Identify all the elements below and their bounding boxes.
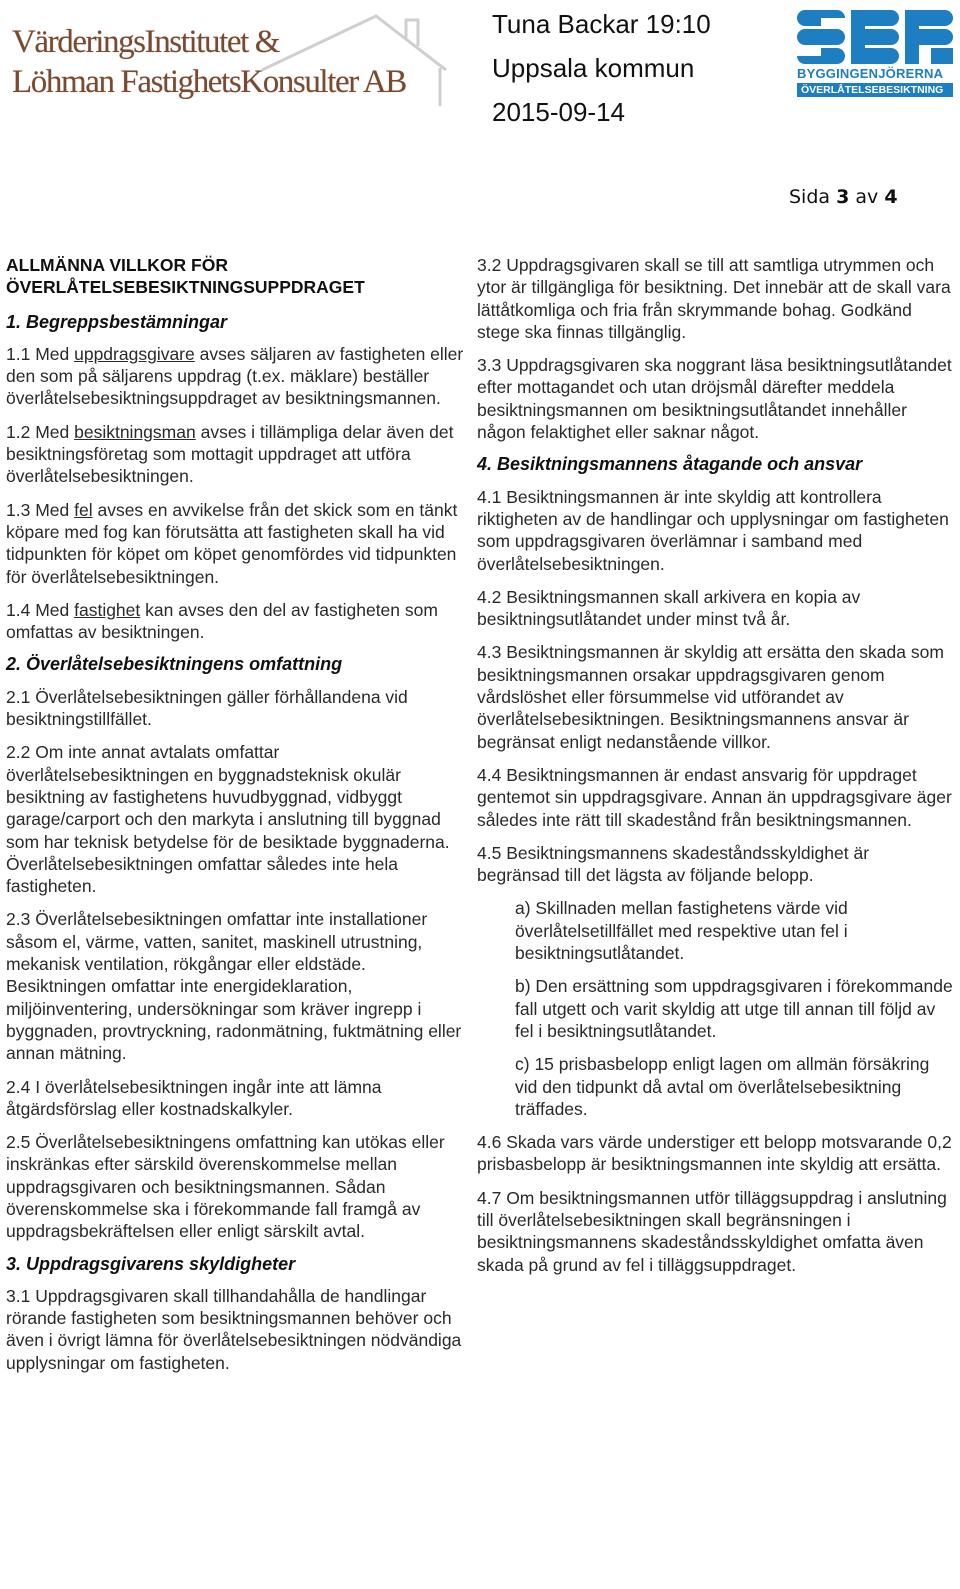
section-1-heading: 1. Begreppsbestämningar bbox=[6, 311, 228, 332]
clause-text: avses en avvikelse från det skick som en tänkt köpare med fog kan förutsätta att fastigheten skall ha vid tidpunkten för köpet om köpet genomfördes vid tidpunkten för överlåtelsebesiktningen. bbox=[6, 499, 458, 587]
page-current: 3 bbox=[836, 186, 850, 208]
terms-title-line2: ÖVERLÅTELSEBESIKTNINGSUPPDRAGET bbox=[6, 277, 365, 298]
clause-3-3: 3.3 Uppdragsgivaren ska noggrant läsa besiktningsutlåtandet efter mottagandet och utan dröjsmål därefter meddela besiktningsmannen om besiktningsutlåtandet innehåller någon felaktighet eller saknar något. bbox=[477, 355, 952, 443]
clause-4-7: 4.7 Om besiktningsmannen utför tilläggsuppdrag i anslutning till överlåtelsebesiktningen skall begränsningen i besiktningsmannens skadeståndsskyldighet omfatta även skada på grund av fel i tilläggsuppdraget. bbox=[477, 1187, 947, 1275]
header-meta bbox=[492, 6, 711, 138]
clause-text: 1.2 Med bbox=[6, 421, 75, 442]
clause-1-1 bbox=[6, 343, 466, 410]
terms-title-line1: ALLMÄNNA VILLKOR FÖR bbox=[6, 255, 228, 275]
section-2-heading: 2. Överlåtelsebesiktningens omfattning bbox=[6, 654, 343, 675]
clause-4-4: 4.4 Besiktningsmannen är endast ansvarig för uppdraget gentemot sin uppdragsgivare. Annan än uppdragsgivare äger således inte rätt till skadestånd från besiktningsmannen. bbox=[477, 764, 952, 830]
sbr-logo-icon bbox=[797, 10, 953, 64]
defined-term: besiktningsman bbox=[74, 421, 196, 442]
clause-text: kan avses den del av fastigheten som omfattas av besiktningen. bbox=[6, 599, 438, 643]
page-number bbox=[789, 186, 898, 208]
document-date: 2015-09-14 bbox=[492, 97, 625, 127]
clause-2-2: 2.2 Om inte annat avtalats omfattar överlåtelsebesiktningen en byggnadsteknisk okulär besiktning av fastighetens huvudbyggnad, vidbyggt garage/carport och den markyta i anslutning till byggnad som har teknisk betydelse för de besiktade byggnaderna. Överlåtelsebesiktningen omfattar således inte hela fastigheten. bbox=[6, 742, 450, 897]
clause-4-5-b: b) Den ersättning som uppdragsgivaren i förekommande fall utgett och varit skyldig att utge till annan till följd av fel i besiktningsutlåtandet. bbox=[515, 976, 953, 1041]
section-4-heading: 4. Besiktningsmannens åtagande och ansvar bbox=[477, 454, 863, 475]
clause-4-6: 4.6 Skada vars värde understiger ett belopp motsvarande 0,2 prisbasbelopp är besiktningsmannen inte skyldig att ersätta. bbox=[477, 1132, 952, 1175]
clause-2-1: 2.1 Överlåtelsebesiktningen gäller förhållandena vid besiktningstillfället. bbox=[6, 686, 408, 730]
defined-term: uppdragsgivare bbox=[74, 343, 195, 364]
company-logo bbox=[6, 10, 454, 110]
right-column bbox=[477, 254, 953, 1287]
clause-4-5-a: a) Skillnaden mellan fastighetens värde vid överlåtelsetillfället med respektive utan fel i besiktningsutlåtandet. bbox=[515, 898, 848, 964]
left-column bbox=[6, 254, 466, 1385]
company-name-line2: Löhman FastighetsKonsulter AB bbox=[12, 64, 406, 100]
section-3-heading: 3. Uppdragsgivarens skyldigheter bbox=[6, 1253, 296, 1274]
clause-4-3: 4.3 Besiktningsmannen är skyldig att ersätta den skada som besiktningsmannen orsakar uppdragsgivaren genom vårdslöshet eller försummelse vid utförandet av överlåtelsebesiktningen. Besiktningsmannens ansvar är begränsat enligt nedanstående villkor. bbox=[477, 642, 944, 752]
clause-text: avses i tillämpliga delar även det besiktningsföretag som mottagit uppdraget att utföra överlåtelsebesiktningen. bbox=[6, 421, 454, 487]
sbr-logo bbox=[797, 10, 957, 96]
clause-2-3: 2.3 Överlåtelsebesiktningen omfattar inte installationer såsom el, värme, vatten, sanitet, maskinell utrustning, mekanisk ventilation, rökgångar eller eldstäde. Besiktningen omfattar inte energideklaration, miljöinventering, undersökningar som kräver ingrepp i byggnaden, provtryckning, radonmätning, fuktmätning eller annan mätning. bbox=[6, 909, 462, 1064]
sbr-line2: ÖVERLÅTELSEBESIKTNING bbox=[797, 83, 953, 97]
clause-4-2: 4.2 Besiktningsmannen skall arkivera en kopia av besiktningsutlåtandet under minst två år. bbox=[477, 586, 861, 630]
clause-2-4: 2.4 I överlåtelsebesiktningen ingår inte att lämna åtgärdsförslag eller kostnadskalkyler. bbox=[6, 1076, 382, 1119]
clause-1-3 bbox=[6, 499, 466, 588]
page-label: Sida bbox=[789, 186, 831, 208]
clause-3-1: 3.1 Uppdragsgivaren skall tillhandahålla de handlingar rörande fastigheten som besiktningsmannen behöver och även i övrigt lämna för överlåtelsebesiktningen nödvändiga upplysningar om fastigheten. bbox=[6, 1285, 462, 1373]
clause-1-2 bbox=[6, 421, 466, 488]
defined-term: fel bbox=[74, 499, 93, 520]
clause-4-5-c: c) 15 prisbasbelopp enligt lagen om allmän försäkring vid den tidpunkt då avtal om överlåtelsebesiktning träffades. bbox=[515, 1054, 930, 1119]
clause-text: 1.3 Med bbox=[6, 499, 75, 520]
clause-text: avses säljaren av fastigheten eller den som på säljarens uppdrag (t.ex. mäklare) beställer överlåtelsebesiktningsuppdraget av besiktningsmannen. bbox=[6, 343, 464, 409]
page-total: 4 bbox=[884, 186, 898, 208]
page-of: av bbox=[855, 186, 879, 208]
clause-3-2: 3.2 Uppdragsgivaren skall se till att samtliga utrymmen och ytor är tillgängliga för besiktning. Det innebär att de skall vara lättåtkomliga och fria från skrymmande bohag. Godkänd stege ska finnas tillgänglig. bbox=[477, 255, 951, 342]
municipality: Uppsala kommun bbox=[492, 53, 695, 83]
clause-2-5: 2.5 Överlåtelsebesiktningens omfattning kan utökas eller inskränkas efter särskild överenskommelse mellan uppdragsgivaren och besiktningsmannen. Sådan överenskommelse ska i förekommande fall framgå av uppdragsbekräftelsen eller enligt särskilt avtal. bbox=[6, 1132, 445, 1242]
clause-text: 1.1 Med bbox=[6, 343, 75, 364]
company-name-line1: VärderingsInstitutet & bbox=[12, 24, 280, 60]
sbr-line1: BYGGINGENJÖRERNA bbox=[797, 66, 944, 81]
clause-4-1: 4.1 Besiktningsmannen är inte skyldig att kontrollera riktigheten av de handlingar och upplysningar om fastigheten som uppdragsgivaren överlämnar i samband med överlåtelsebesiktningen. bbox=[477, 486, 949, 574]
defined-term: fastighet bbox=[74, 599, 141, 620]
clause-text: 1.4 Med bbox=[6, 599, 75, 620]
clause-4-5: 4.5 Besiktningsmannens skadeståndsskyldighet är begränsad till det lägsta av följande belopp. bbox=[477, 842, 870, 886]
clause-1-4 bbox=[6, 599, 466, 644]
property-designation: Tuna Backar 19:10 bbox=[492, 9, 711, 39]
